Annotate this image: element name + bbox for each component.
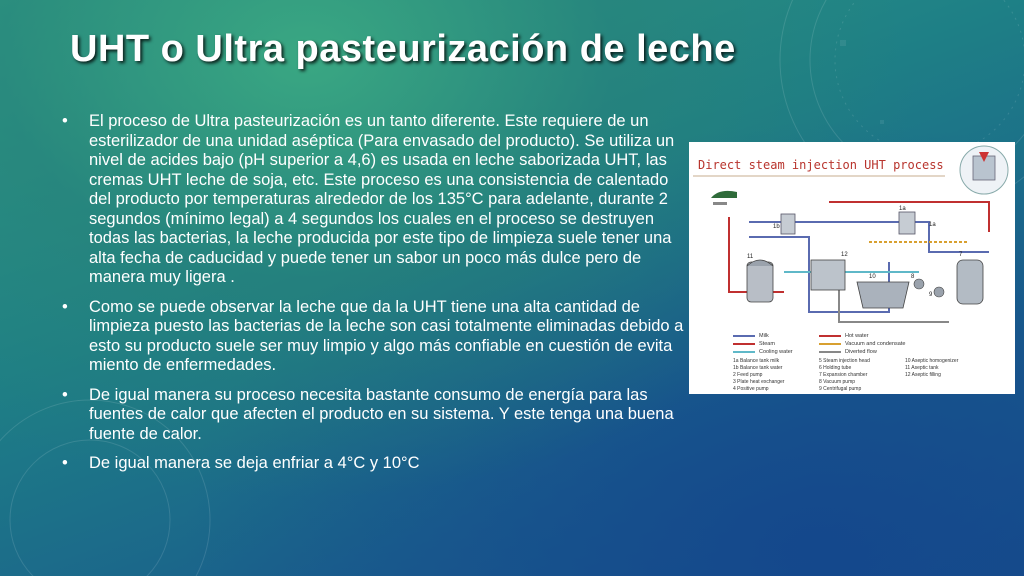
component-label: 6 Holding tube (819, 365, 852, 371)
component-label: 10 Aseptic homogenizer (905, 358, 959, 364)
bullet-glyph: • (62, 385, 68, 404)
component-number: 1a (899, 206, 906, 212)
component-label: 7 Expansion chamber (819, 372, 868, 378)
legend-swatch (819, 351, 841, 353)
component-label: 8 Vacuum pump (819, 379, 856, 385)
component-number: 1b (773, 224, 780, 230)
legend-label: Diverted flow (845, 349, 877, 355)
legend-swatch (733, 351, 755, 353)
legend-swatch (733, 335, 755, 337)
bullet-text: El proceso de Ultra pasteurización es un tanto diferente. Este requiere de un esterilizador de una unidad aséptica (Para envasado del producto). Se utiliza un nivel de acides bajo (pH superior a 4,6) es usada en leche saborizada UHT, las cremas UHT leche de soja, etc. Este proceso es una consistencia de calentado del producto por temperaturas alrededor de los 135°C para adelante, durante 2 segundos (mínimo legal) a 4 segundos los cuales en el proceso se destruyen todas las bacterias, la leche producida por este tipo de limpieza suele tener una alta fecha de caducidad y puede tener un sabor un poco más dulce pero de manera muy ligera . (89, 112, 675, 286)
steam-injection-head-icon (960, 146, 1008, 194)
legend-label: Steam (759, 341, 775, 347)
legend-row (733, 348, 793, 356)
component-label: 4 Positive pump (733, 386, 769, 392)
slide-title: UHT o Ultra pasteurización de leche (70, 28, 736, 70)
diagram-caption: Direct steam injection UHT process (698, 158, 944, 172)
indicator-base (713, 202, 727, 205)
component-number: 1a (929, 222, 936, 228)
component-label: 3 Plate heat exchanger (733, 379, 785, 385)
legend-swatch (733, 343, 755, 345)
legend-label: Milk (759, 333, 769, 339)
aseptic-tank-11 (747, 260, 773, 302)
component-number: 7 (959, 252, 963, 258)
bullet-glyph: • (62, 454, 68, 472)
bullet-text: Como se puede observar la leche que da la UHT tiene una alta cantidad de limpieza puesto las bacterias de la leche son casi totalmente eliminadas debido a esto su producto suele ser muy limpio y algo más confiable en cuestión de evita miento de enfermedades. (89, 297, 684, 374)
bullet-glyph: • (62, 112, 68, 130)
component-label: 1b Balance tank water (733, 365, 783, 371)
legend-row (819, 332, 905, 340)
bullet-glyph: • (62, 297, 68, 316)
list-item (60, 386, 688, 445)
legend-row (733, 332, 793, 340)
component-label: 11 Aseptic tank (905, 365, 939, 371)
aseptic-homogenizer-10 (857, 282, 909, 308)
component-number: 9 (929, 292, 933, 298)
list-item (60, 454, 688, 474)
expansion-chamber-7 (957, 260, 983, 304)
process-schematic (689, 142, 1015, 394)
component-label: 2 Feed pump (733, 372, 763, 378)
legend-row (733, 340, 793, 348)
component-number: 8 (911, 274, 915, 280)
legend-row (819, 340, 905, 348)
component-label: 1a Balance tank milk (733, 358, 780, 364)
component-number: 10 (869, 274, 876, 280)
legend-row (819, 348, 905, 356)
legend-swatch (819, 335, 841, 337)
bullet-text: De igual manera se deja enfriar a 4°C y 10°C (89, 454, 420, 472)
aseptic-filling-12 (811, 260, 845, 290)
component-number: 12 (841, 252, 848, 258)
component-number: 11 (747, 254, 754, 260)
component-label: 9 Centrifugal pump (819, 386, 862, 392)
list-item (60, 112, 688, 288)
legend-label: Cooling water (759, 349, 793, 355)
legend-swatch (819, 343, 841, 345)
list-item (60, 298, 688, 376)
bullet-text: De igual manera su proceso necesita bastante consumo de energía para las fuentes de calor que afecten el producto en su sistema. Y este tenga una buena fuente de calor. (89, 385, 674, 443)
bullet-list (60, 112, 688, 484)
legend-label: Hot water (845, 333, 869, 339)
legend-label: Vacuum and condensate (845, 341, 906, 347)
component-label: 12 Aseptic filling (905, 372, 941, 378)
component-label: 5 Steam injection head (819, 358, 870, 364)
indicator-shape (711, 191, 737, 198)
uht-process-diagram (689, 142, 1015, 394)
